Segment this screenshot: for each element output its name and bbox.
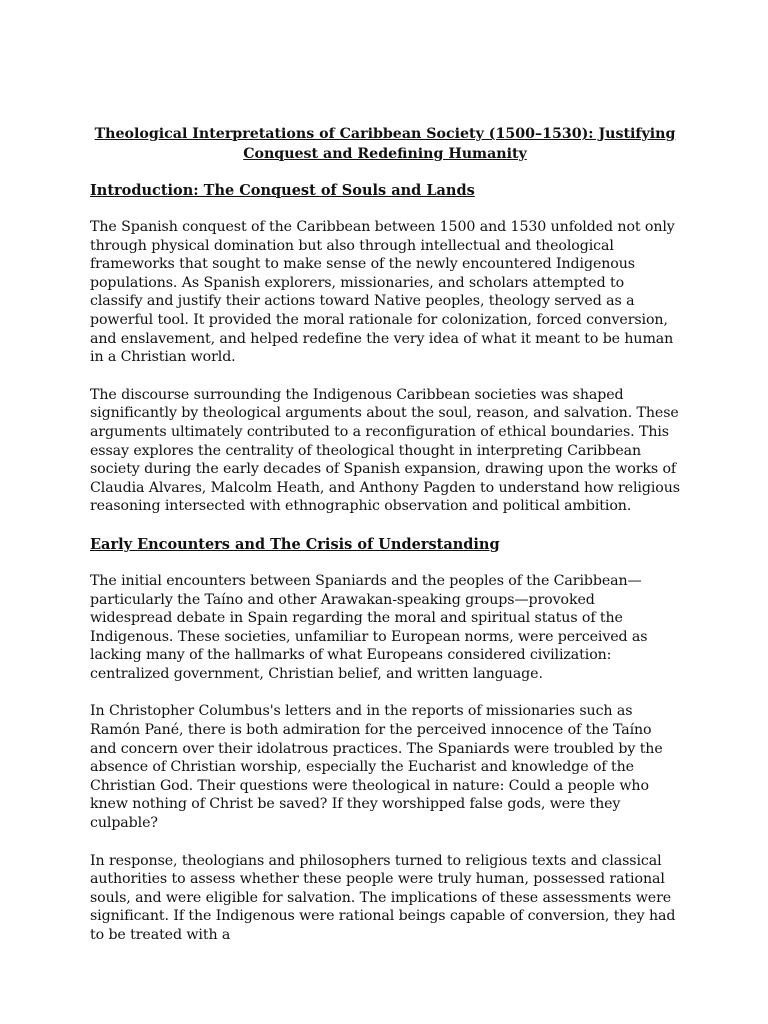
paragraph-encounters-2: In Christopher Columbus's letters and in the reports of missionaries such as Ramón Pané, there is both admiration for the perceived innocence of the Taíno and concern over their idolatrous practices. The Spaniards were troubled by the absence of Christian worship, especially the Eucharist and knowledge of the Christian God. Their questions were theological in nature: Could a people who knew nothing of Christ be saved? If they worshipped false gods, were they culpable? — [90, 703, 663, 832]
document-title-line-2: Conquest and Redefining Humanity — [243, 146, 527, 162]
paragraph-intro-2: The discourse surrounding the Indigenous Caribbean societies was shaped significantly by theological arguments about the soul, reason, and salvation. These arguments ultimately contributed to a reconfiguration of ethical boundaries. This essay explores the centrality of theological thought in interpreting Caribbean society during the early decades of Spanish expansion, drawing upon the works of Claudia Alvares, Malcolm Heath, and Anthony Pagden to understand how religious reasoning intersected with ethnographic observation and political ambition. — [90, 386, 680, 515]
document-title — [90, 124, 680, 164]
document-title-line-1: Theological Interpretations of Caribbean Society (1500–1530): Justifying — [94, 126, 676, 142]
paragraph-encounters-3: In response, theologians and philosophers turned to religious texts and classical authorities to assess whether these people were truly human, possessed rational souls, and were eligible for salvation. The implications of these assessments were significant. If the Indigenous were rational beings capable of conversion, they had to be treated with a — [90, 852, 676, 943]
paragraph-encounters-1: The initial encounters between Spaniards and the peoples of the Caribbean—particularly the Taíno and other Arawakan-speaking groups—provoked widespread debate in Spain regarding the moral and spiritual status of the Indigenous. These societies, unfamiliar to European norms, were perceived as lacking many of the hallmarks of what Europeans considered civilization: centralized government, Christian belief, and written language. — [90, 572, 648, 682]
section-heading-introduction: Introduction: The Conquest of Souls and Lands — [90, 182, 475, 199]
document-page — [90, 124, 680, 945]
section-heading-early-encounters: Early Encounters and The Crisis of Understanding — [90, 535, 500, 553]
paragraph-intro-1: The Spanish conquest of the Caribbean between 1500 and 1530 unfolded not only through physical domination but also through intellectual and theological frameworks that sought to make sense of the newly encountered Indigenous populations. As Spanish explorers, missionaries, and scholars attempted to classify and justify their actions toward Native peoples, theology served as a powerful tool. It provided the moral rationale for colonization, forced conversion, and enslavement, and helped redefine the very idea of what it meant to be human in a Christian world. — [90, 219, 675, 366]
